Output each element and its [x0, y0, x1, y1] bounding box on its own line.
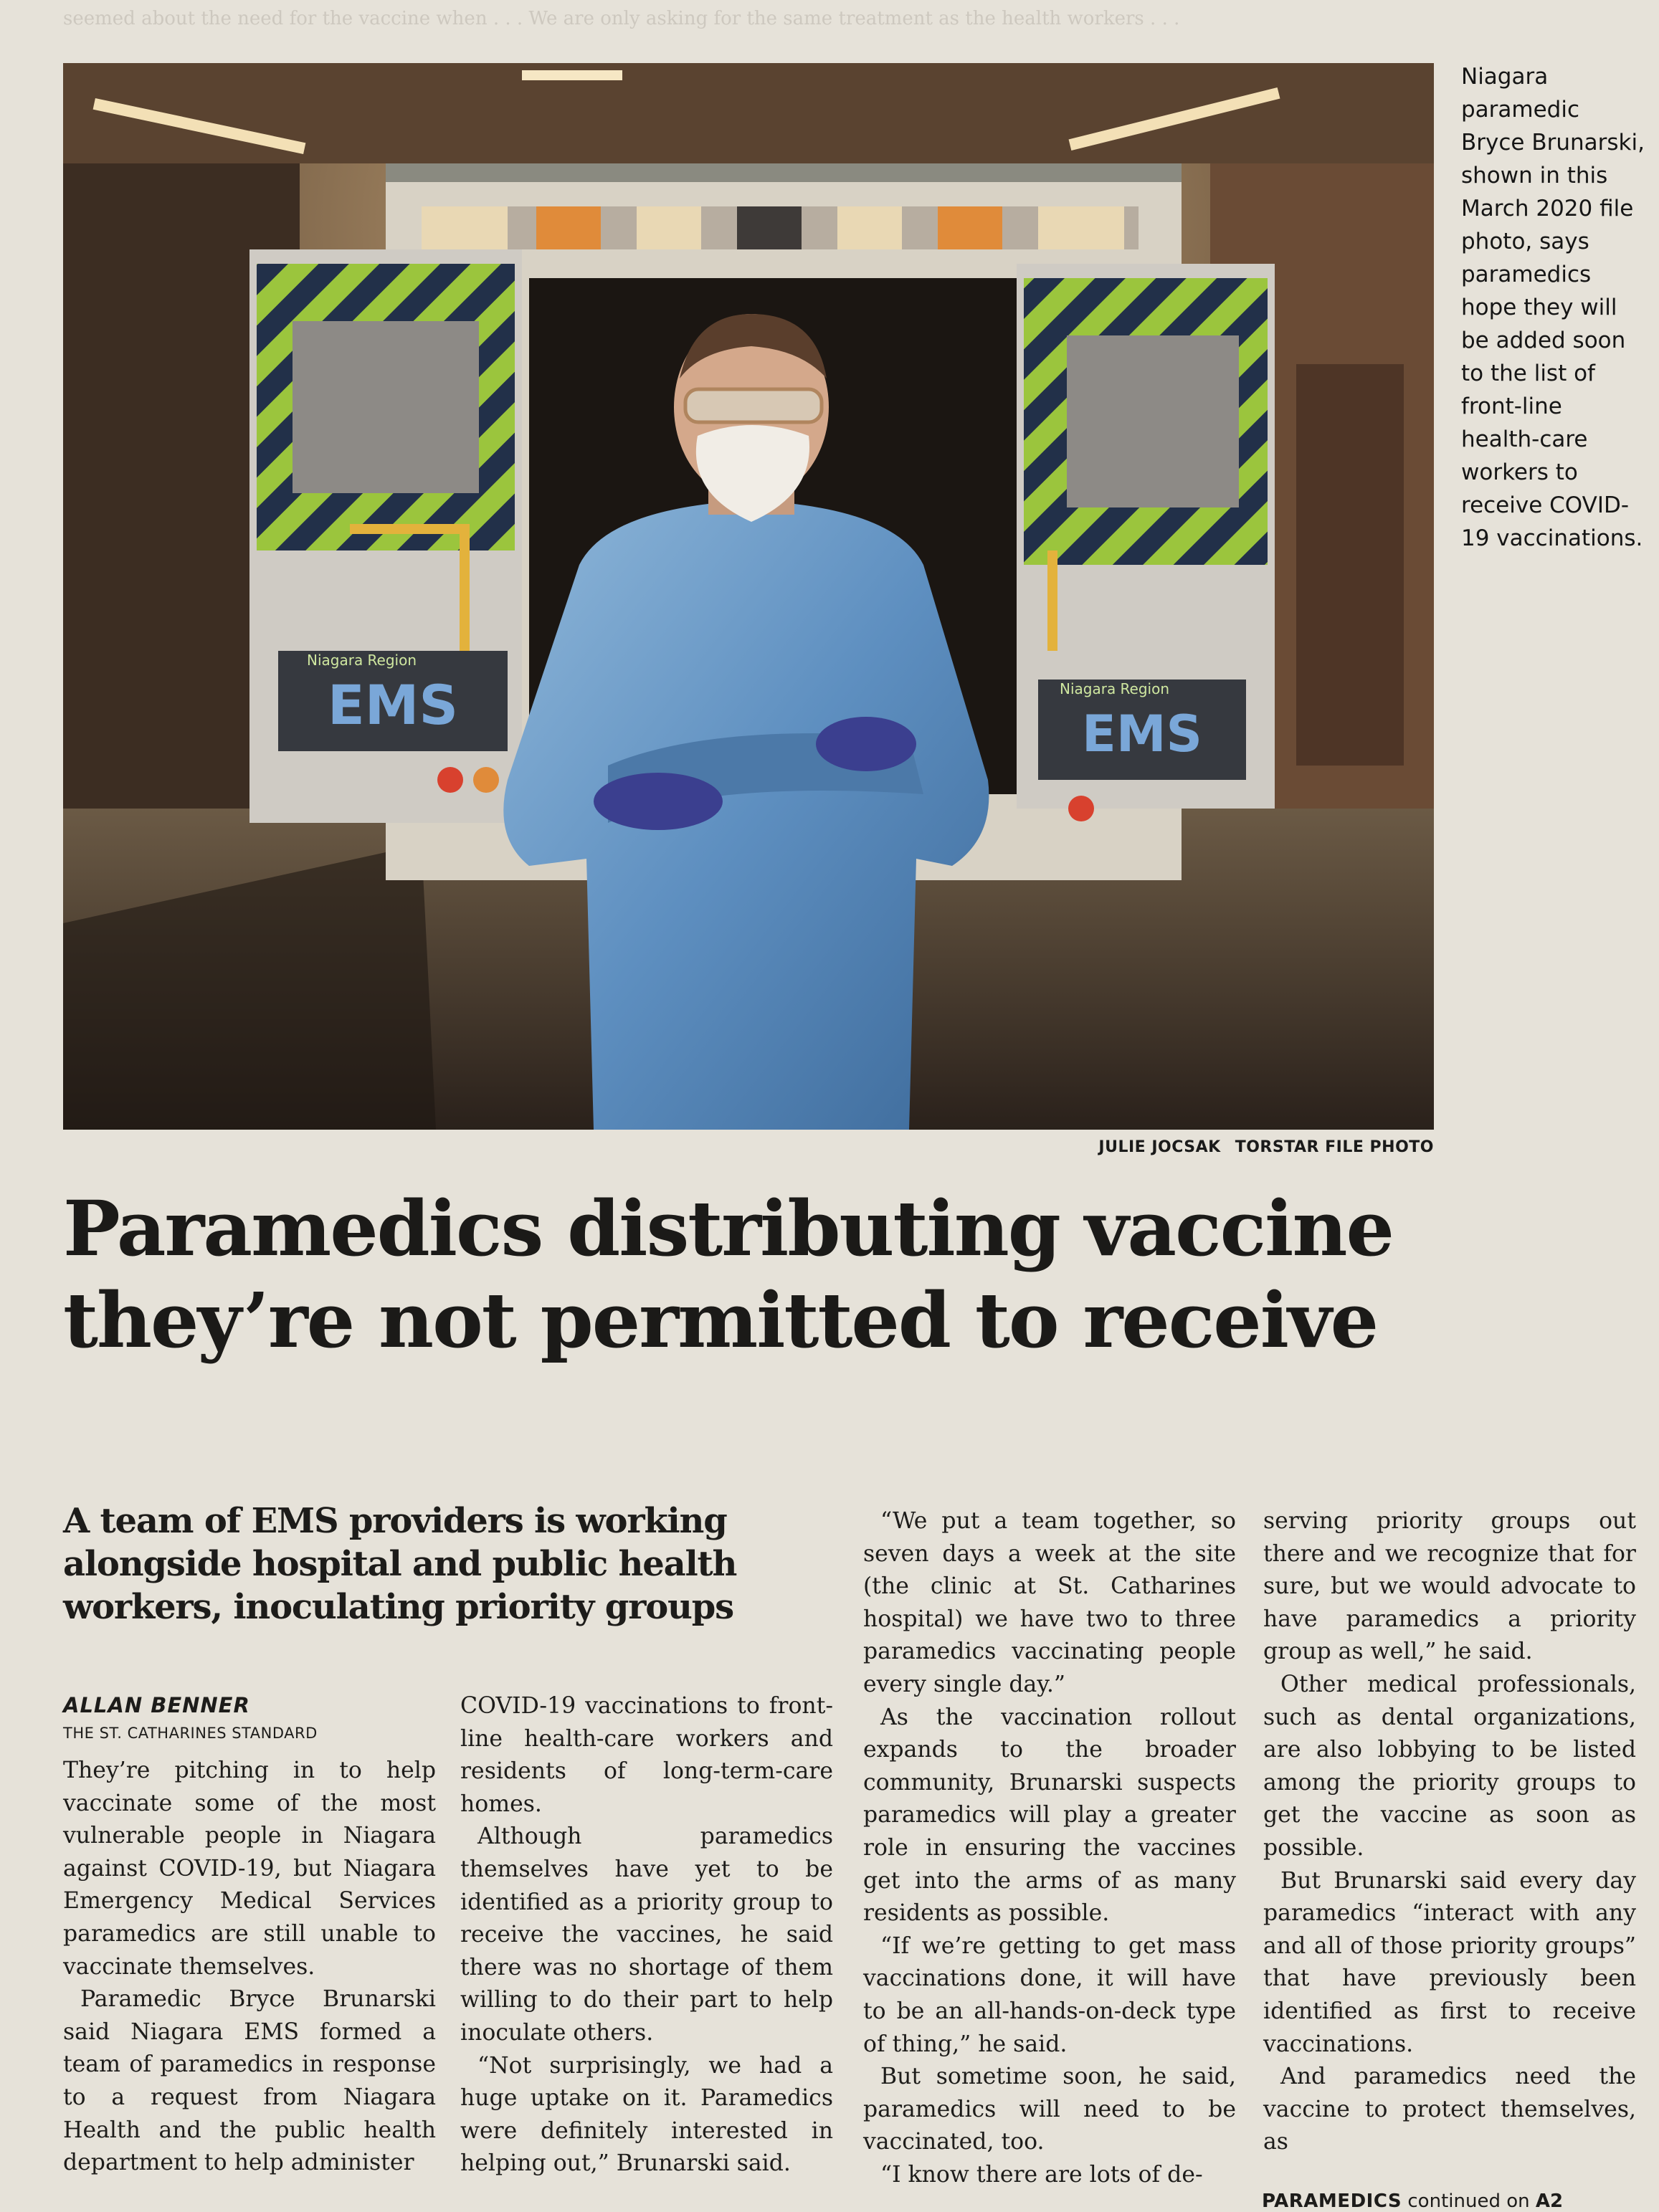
- article-column-4: [1263, 1505, 1636, 2159]
- photo-source: TORSTAR FILE PHOTO: [1235, 1138, 1434, 1156]
- paragraph: COVID-19 vaccinations to front-line health-care workers and residents of long-term-care homes.: [460, 1693, 833, 1817]
- headline: Paramedics distributing vaccine they’re not permitted to receive: [63, 1183, 1393, 1365]
- paragraph: “I know there are lots of de-: [880, 2161, 1203, 2188]
- deck: A team of EMS providers is working alongside hospital and public health workers, inoculating priority groups: [63, 1501, 737, 1627]
- paragraph: “Not surprisingly, we had a huge uptake on it. Paramedics were definitely interested in helping out,” Brunarski said.: [460, 2052, 833, 2177]
- paragraph: Paramedic Bryce Brunarski said Niagara EMS formed a team of paramedics in response to a request from Niagara Health and the public health department to help administer: [63, 1986, 436, 2176]
- photo-credit: [1068, 1138, 1434, 1156]
- paragraph: serving priority groups out there and we recognize that for sure, but we would advocate to have paramedics a priority group as well,” he said.: [1263, 1508, 1636, 1665]
- paragraph: “If we’re getting to get mass vaccinations done, it will have to be an all-hands-on-deck type of thing,” he said.: [863, 1932, 1236, 2057]
- paragraph: And paramedics need the vaccine to protect themselves, as: [1263, 2064, 1636, 2155]
- door-label-right: Niagara Region: [1060, 680, 1170, 697]
- photographer-name: JULIE JOCSAK: [1098, 1138, 1221, 1156]
- paragraph: Although paramedics themselves have yet to be identified as a priority group to receive the vaccines, he said there was no shortage of them willing to do their part to help inoculate others.: [460, 1824, 833, 2046]
- paragraph: But sometime soon, he said, paramedics will need to be vaccinated, too.: [863, 2064, 1236, 2155]
- paragraph: They’re pitching in to help vaccinate some of the most vulnerable people in Niagara against COVID-19, but Niagara Emergency Medical Services paramedics are still unable to vaccinate themselves.: [63, 1758, 436, 1980]
- door-badge-left: EMS: [327, 673, 459, 737]
- paragraph: Other medical professionals, such as dental organizations, are also lobbying to be listed among the priority groups to get the vaccine as soon as possible.: [1263, 1671, 1636, 1861]
- byline-name: ALLAN BENNER: [63, 1693, 250, 1717]
- byline-org: THE ST. CATHARINES STANDARD: [63, 1725, 318, 1742]
- paragraph: “We put a team together, so seven days a week at the site (the clinic at St. Catharines hospital) we have two to three paramedics vaccinating people every single day.”: [863, 1508, 1236, 1697]
- jump-page: A2: [1535, 2190, 1564, 2212]
- news-photo: [63, 63, 1434, 1130]
- paragraph: But Brunarski said every day paramedics “interact with any and all of those priority groups” that have previously been identified as first to receive vaccinations.: [1263, 1867, 1636, 2057]
- paragraph: As the vaccination rollout expands to the broader community, Brunarski suspects paramedics will play a greater role in ensuring the vaccines get into the arms of as many residents as possible.: [863, 1704, 1236, 1927]
- door-label-left: Niagara Region: [307, 652, 417, 669]
- paramedic-ambulance-image: [63, 63, 1434, 1130]
- jump-label: PARAMEDICS: [1262, 2190, 1402, 2212]
- jump-text: continued on: [1407, 2190, 1530, 2212]
- continued-jump-line[interactable]: [1262, 2190, 1563, 2212]
- photo-caption: Niagara paramedic Bryce Brunarski, shown in this March 2020 file photo, says paramedics hope they will be added soon to the list of front-line health-care workers to receive COVID-19 vaccinations.: [1461, 64, 1645, 551]
- article-column-1: [63, 1755, 436, 2180]
- article-column-2: [460, 1690, 833, 2180]
- bleed-through-text: seemed about the need for the vaccine when . . . We are only asking for the same treatment as the health workers . . .: [63, 8, 1180, 29]
- article-column-3: [863, 1505, 1236, 2191]
- door-badge-right: EMS: [1082, 705, 1202, 763]
